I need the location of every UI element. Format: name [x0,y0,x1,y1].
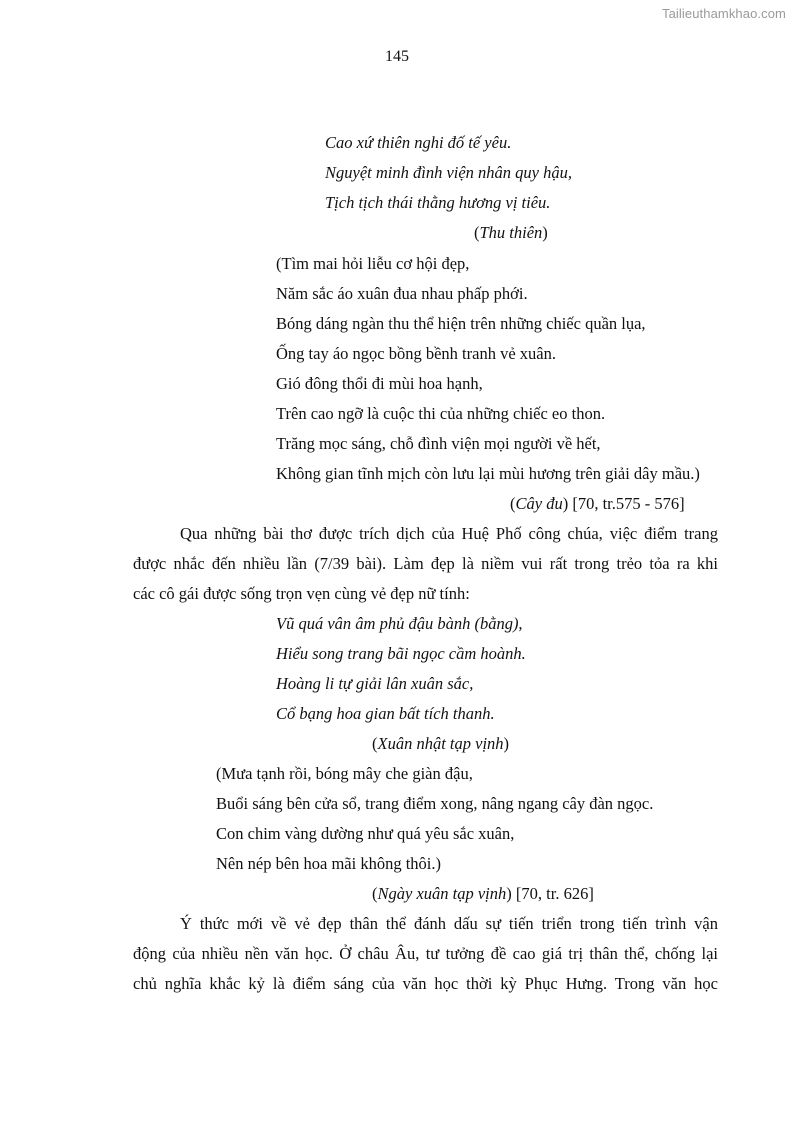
poem1-translation-line: Trên cao ngỡ là cuộc thi của những chiếc eo thon. [276,404,606,423]
poem1-original-line: Cao xứ thiên nghi đố tế yêu. [325,133,512,152]
poem1-translation-line: Năm sắc áo xuân đua nhau phấp phới. [276,284,528,303]
poem1-original-line: Tịch tịch thái thằng hương vị tiêu. [325,193,551,212]
poem2-original-line: Hiểu song trang bãi ngọc cầm hoành. [276,644,526,663]
poem2-original-line: Hoàng li tự giải lân xuân sắc, [276,674,474,693]
poem2-citation: (Ngày xuân tạp vịnh) [70, tr. 626] [372,884,594,903]
poem2-original-line: Cổ bạng hoa gian bất tích thanh. [276,704,495,723]
paragraph2-line: động của nhiều nền văn học. Ở châu Âu, tư tưởng đề cao giá trị thân thể, chống lại [133,944,718,963]
watermark: Tailieuthamkhao.com [661,6,786,21]
poem1-translation-line: Bóng dáng ngàn thu thể hiện trên những chiếc quần lụa, [276,314,646,333]
poem2-translation-line: Con chim vàng dường như quá yêu sắc xuân, [216,824,515,843]
poem1-citation-ref: [70, tr.575 - 576] [568,494,685,513]
poem1-original-line: Nguyệt minh đình viện nhân quy hậu, [325,163,573,182]
poem1-translation-line: Không gian tĩnh mịch còn lưu lại mùi hương trên giải dây mầu.) [276,464,700,483]
paragraph2-line: Ý thức mới về vẻ đẹp thân thể đánh dấu sự tiến triển trong tiến trình vận [180,914,718,933]
poem2-citation-title: Ngày xuân tạp vịnh [377,884,507,903]
poem2-source: (Xuân nhật tạp vịnh) [372,734,510,753]
poem2-citation-ref: [70, tr. 626] [511,884,594,903]
paragraph1-line: Qua những bài thơ được trích dịch của Huệ Phố công chúa, việc điểm trang [180,524,718,543]
poem1-citation: (Cây đu) [70, tr.575 - 576] [510,494,685,513]
poem2-translation-line: Buổi sáng bên cửa sổ, trang điểm xong, nâng ngang cây đàn ngọc. [216,794,654,813]
poem1-citation-title: Cây đu [515,494,563,513]
paragraph1-line: các cô gái được sống trọn vẹn cùng vẻ đẹp nữ tính: [133,584,470,603]
paragraph2-line: chủ nghĩa khắc kỷ là điểm sáng của văn học thời kỳ Phục Hưng. Trong văn học [133,974,718,993]
poem1-translation-line: Ống tay áo ngọc bồng bềnh tranh vẻ xuân. [276,344,556,363]
poem2-translation-line: Nên nép bên hoa mãi không thôi.) [216,854,441,873]
poem1-translation-line: (Tìm mai hỏi liễu cơ hội đẹp, [276,254,470,273]
poem1-source-title: Thu thiên [479,223,543,242]
poem2-translation-line: (Mưa tạnh rồi, bóng mây che giàn đậu, [216,764,473,783]
poem1-source: (Thu thiên) [474,223,548,242]
poem1-translation-line: Trăng mọc sáng, chỗ đình viện mọi người về hết, [276,434,601,453]
poem1-translation-line: Gió đông thổi đi mùi hoa hạnh, [276,374,483,393]
page-number: 145 [385,48,409,65]
paragraph1-line: được nhắc đến nhiều lần (7/39 bài). Làm đẹp là niềm vui rất trong trẻo tỏa ra khi [133,554,718,573]
poem2-source-title: Xuân nhật tạp vịnh [377,734,504,753]
poem2-original-line: Vũ quá vân âm phủ đậu bành (bằng), [276,614,523,633]
